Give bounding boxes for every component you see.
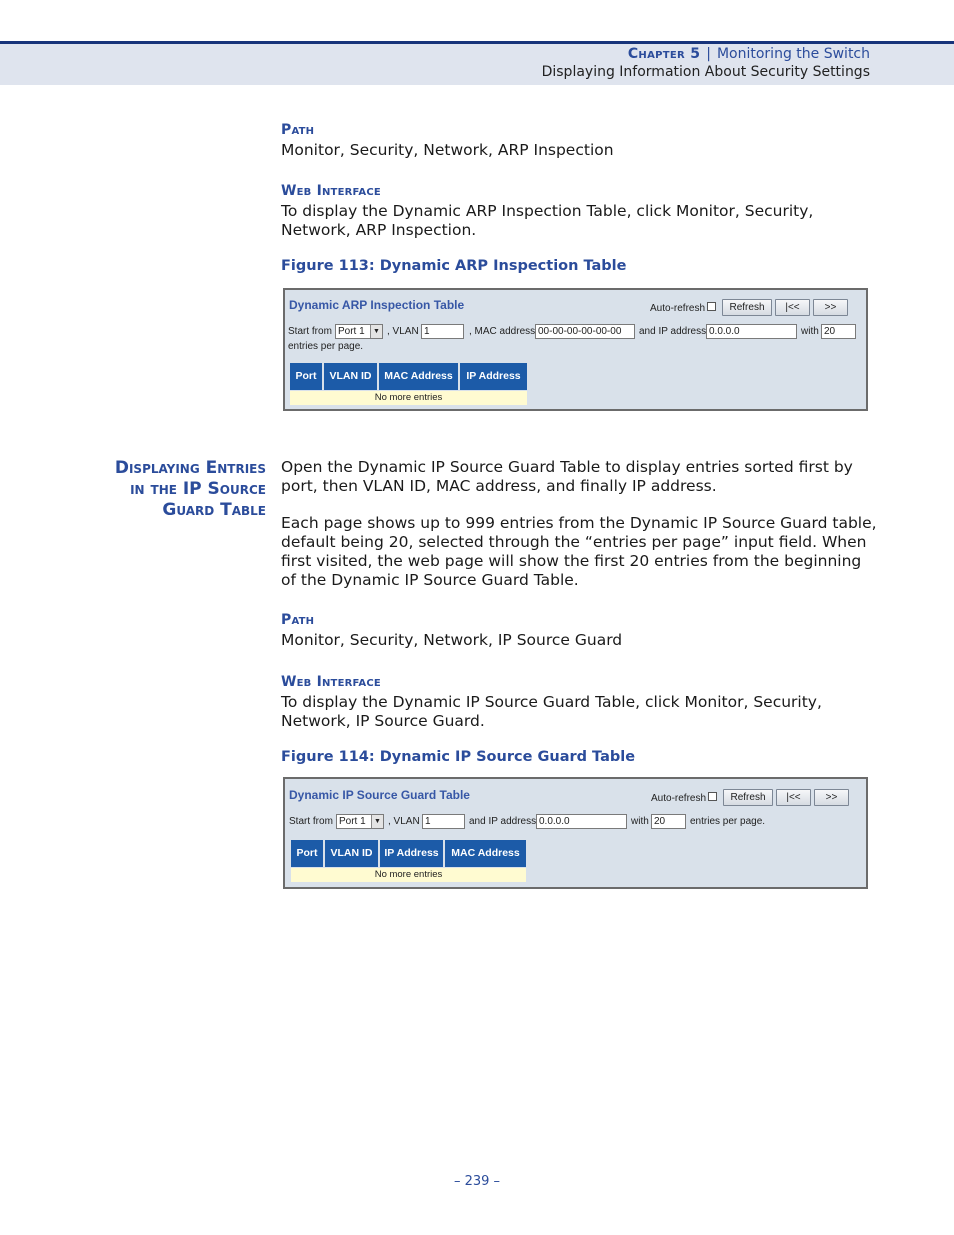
header-separator: | — [706, 46, 711, 62]
column-header-ip-address: IP Address — [380, 840, 443, 867]
refresh-button[interactable]: Refresh — [722, 299, 772, 316]
column-header-ip-address: IP Address — [460, 363, 527, 390]
web-interface-text-1: To display the Dynamic ARP Inspection Table, click Monitor, Security, Network, ARP Inspection. — [281, 202, 814, 239]
empty-table-row: No more entries — [290, 391, 527, 405]
page-number: – 239 – — [453, 1174, 501, 1189]
entries-per-page-label: entries per page. — [288, 341, 364, 352]
port-select-value: Port 1 — [339, 816, 366, 827]
column-header-port: Port — [290, 363, 322, 390]
with-label: with — [631, 816, 649, 827]
figure-113-screenshot — [283, 288, 868, 411]
figure-114-caption: Figure 114: Dynamic IP Source Guard Table — [281, 749, 636, 765]
running-header-section: Displaying Information About Security Settings — [541, 64, 870, 80]
vlan-input[interactable]: 1 — [421, 324, 464, 339]
path-heading-1: Path — [281, 122, 315, 138]
section-heading-line-2: in the IP Source — [130, 479, 266, 499]
path-heading-2: Path — [281, 612, 315, 628]
first-page-button[interactable]: |<< — [776, 789, 811, 806]
column-header-port: Port — [291, 840, 323, 867]
start-from-label: Start from — [288, 326, 332, 337]
arp-table-title: Dynamic ARP Inspection Table — [289, 298, 465, 312]
with-label: with — [801, 326, 819, 337]
web-interface-heading-2: Web Interface — [281, 674, 381, 690]
auto-refresh-label: Auto-refresh — [651, 793, 707, 804]
ip-address-input[interactable]: 0.0.0.0 — [706, 324, 797, 339]
path-text-2: Monitor, Security, Network, IP Source Guard — [281, 631, 623, 649]
path-text-1: Monitor, Security, Network, ARP Inspection — [281, 141, 614, 159]
section-heading-line-1: Displaying Entries — [114, 458, 266, 478]
ip-address-label: and IP address — [469, 816, 537, 827]
figure-113-caption: Figure 113: Dynamic ARP Inspection Table — [281, 258, 627, 274]
intro-paragraph: Open the Dynamic IP Source Guard Table to display entries sorted first by port, then VLAN ID, MAC address, and finally IP address. — [281, 458, 853, 495]
chevron-down-icon: ▼ — [370, 325, 382, 338]
port-select[interactable] — [335, 324, 383, 339]
ip-address-input[interactable]: 0.0.0.0 — [536, 814, 627, 829]
next-page-button[interactable]: >> — [814, 789, 849, 806]
empty-table-row: No more entries — [291, 868, 526, 882]
section-heading — [115, 458, 266, 521]
mac-address-label: , MAC address — [469, 326, 536, 337]
section-heading-line-3: Guard Table — [162, 500, 266, 520]
ip-address-label: and IP address — [639, 326, 707, 337]
port-select[interactable] — [336, 814, 384, 829]
vlan-label: , VLAN — [387, 326, 419, 337]
running-header-chapter — [628, 46, 870, 62]
entries-per-page-input[interactable]: 20 — [651, 814, 686, 829]
vlan-input[interactable]: 1 — [422, 814, 465, 829]
start-from-label: Start from — [289, 816, 333, 827]
auto-refresh-checkbox[interactable] — [708, 792, 717, 801]
column-header-vlan-id: VLAN ID — [324, 363, 377, 390]
mac-address-input[interactable]: 00-00-00-00-00-00 — [535, 324, 635, 339]
figure-114-screenshot — [283, 777, 868, 889]
entries-per-page-input[interactable]: 20 — [821, 324, 856, 339]
next-page-button[interactable]: >> — [813, 299, 848, 316]
web-interface-text-2: To display the Dynamic IP Source Guard Table, click Monitor, Security, Network, IP Source Guard. — [281, 693, 822, 730]
column-header-mac-address: MAC Address — [445, 840, 526, 867]
web-interface-heading-1: Web Interface — [281, 183, 381, 199]
refresh-button[interactable]: Refresh — [723, 789, 773, 806]
port-select-value: Port 1 — [338, 326, 365, 337]
vlan-label: , VLAN — [388, 816, 420, 827]
auto-refresh-label: Auto-refresh — [650, 303, 706, 314]
chapter-label: Chapter 5 — [627, 46, 701, 62]
first-page-button[interactable]: |<< — [775, 299, 810, 316]
column-header-mac-address: MAC Address — [379, 363, 458, 390]
chevron-down-icon: ▼ — [371, 815, 383, 828]
ip-source-guard-table-title: Dynamic IP Source Guard Table — [289, 788, 470, 802]
column-header-vlan-id: VLAN ID — [325, 840, 378, 867]
auto-refresh-checkbox[interactable] — [707, 302, 716, 311]
entries-per-page-label: entries per page. — [690, 816, 766, 827]
paging-paragraph: Each page shows up to 999 entries from the Dynamic IP Source Guard table, default being 20, selected through the “entries per page” input field. When first visited, the web page will show the first 20 entries from the beginning of the Dynamic IP Source Guard Table. — [281, 514, 877, 589]
chapter-title: Monitoring the Switch — [716, 46, 870, 62]
